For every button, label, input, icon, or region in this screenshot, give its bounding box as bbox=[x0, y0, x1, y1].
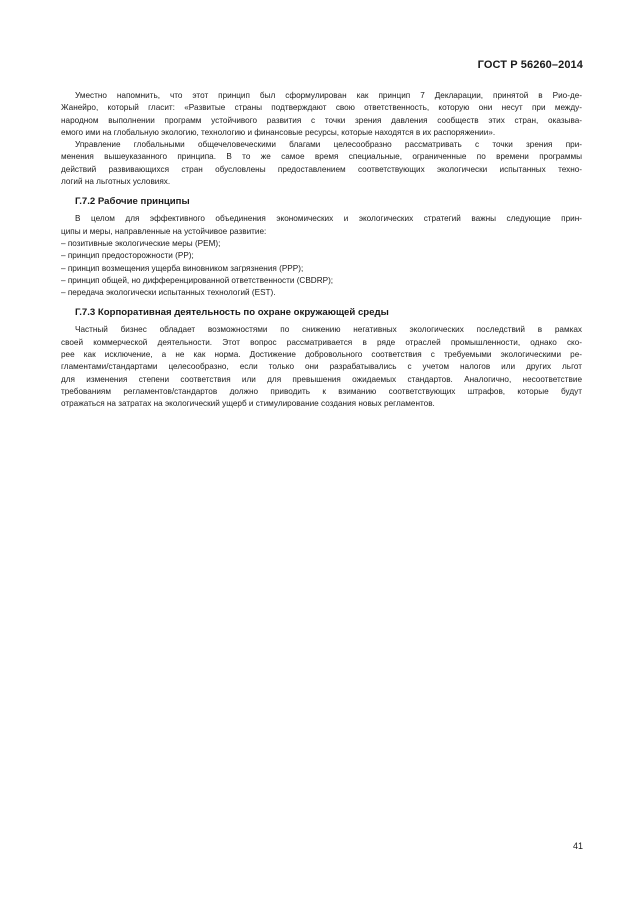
page-number: 41 bbox=[572, 841, 583, 851]
text-line: рее как исключение, а не как норма. Достижение добровольного соответствия с требуемыми экологическими ре- bbox=[61, 350, 582, 360]
text-line: народном выполнении программ устойчивого развития с точки зрения давления сообществ этих стран, оказыва- bbox=[61, 115, 582, 125]
paragraph-2 bbox=[61, 139, 582, 188]
paragraph-1 bbox=[61, 90, 582, 139]
list-item: – передача экологически испытанных технологий (EST). bbox=[61, 288, 276, 298]
list-item: – принцип предосторожности (PP); bbox=[61, 251, 194, 261]
list-item: – позитивные экологические меры (PEM); bbox=[61, 238, 221, 248]
text-line: для изменения степени соответствия или для превышения ожидаемых стандартов. Аналогично, несоответствие bbox=[61, 374, 582, 384]
paragraph-principles-intro bbox=[61, 213, 582, 238]
text-line: требованиям регламентов/стандартов должно приводить к взиманию соответствующих штрафов, которые будут bbox=[61, 386, 582, 396]
section-heading-g73: Г.7.3 Корпоративная деятельность по охране окружающей среды bbox=[75, 307, 389, 319]
text-line: Частный бизнес обладает возможностями по снижению негативных экологических последствий в рамках bbox=[75, 325, 582, 335]
text-line: Уместно напомнить, что этот принцип был сформулирован как принцип 7 Декларации, принятой в Рио-де- bbox=[75, 91, 582, 100]
text-line: В целом для эффективного объединения экономических и экологических стратегий важны следующие прин- bbox=[75, 214, 582, 224]
text-line: менения вышеуказанного принципа. В то же самое время специальные, ограниченные по времени программы bbox=[61, 152, 582, 162]
text-line: отражаться на затратах на экологический ущерб и стимулирование создания новых регламентов. bbox=[61, 399, 435, 409]
list-item: – принцип общей, но дифференцированной ответственности (CBDRP); bbox=[61, 275, 334, 285]
text-line: действий развивающихся стран обусловлены предоставлением соответствующих экологически испытанных техно- bbox=[61, 164, 582, 174]
text-line: Жанейро, который гласит: «Развитые страны подтверждают свою ответственность, которую они несут при между- bbox=[61, 103, 582, 113]
section-heading-g72: Г.7.2 Рабочие принципы bbox=[75, 196, 190, 208]
text-line: ципы и меры, направленные на устойчивое развитие: bbox=[61, 226, 267, 236]
list-item: – принцип возмещения ущерба виновником загрязнения (PPP); bbox=[61, 263, 304, 273]
text-line: своей коммерческой деятельности. Этот вопрос рассматривается в ряде отраслей промышленности, однако ско- bbox=[61, 337, 582, 347]
document-header: ГОСТ Р 56260–2014 bbox=[477, 59, 583, 71]
text-line: емого ими на глобальную экологию, технологию и финансовые ресурсы, которые находятся в их распоряжении». bbox=[61, 127, 496, 137]
text-line: гламентами/стандартами целесообразно, если только они разрабатывались с учетом налогов или других льгот bbox=[61, 362, 582, 372]
document-body bbox=[61, 90, 582, 411]
principles-list bbox=[61, 238, 582, 299]
text-line: логий на льготных условиях. bbox=[61, 177, 171, 187]
paragraph-corporate bbox=[61, 324, 582, 410]
text-line: Управление глобальными общечеловеческими благами целесообразно рассматривать с точки зрения при- bbox=[75, 140, 582, 150]
